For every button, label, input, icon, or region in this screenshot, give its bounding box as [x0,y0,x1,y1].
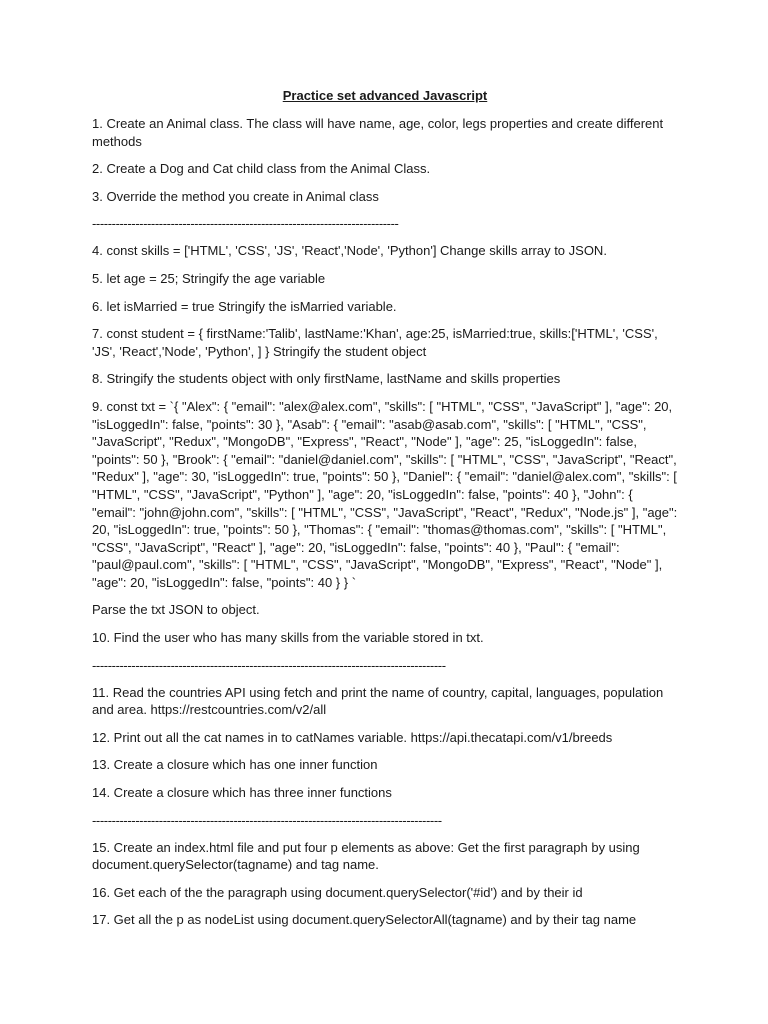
exercise-paragraph: 1. Create an Animal class. The class will have name, age, color, legs properties and create different methods [92,116,664,149]
exercise-paragraph: 5. let age = 25; Stringify the age variable [92,270,326,286]
exercise-paragraph: 14. Create a closure which has three inner functions [92,785,392,801]
page-title: Practice set advanced Javascript [282,88,488,103]
section-divider: ----------------------------------------------------------------------------------------- [92,812,442,828]
exercise-paragraph: 6. let isMarried = true Stringify the isMarried variable. [92,298,397,314]
exercise-paragraph: 2. Create a Dog and Cat child class from the Animal Class. [92,161,431,177]
exercise-paragraph: 12. Print out all the cat names in to catNames variable. https://api.thecatapi.com/v1/breeds [92,729,613,745]
exercise-paragraph: 17. Get all the p as nodeList using document.querySelectorAll(tagname) and by their tag name [92,912,637,928]
exercise-paragraph: 11. Read the countries API using fetch and print the name of country, capital, languages, population and area. https://restcountries.com/v2/all [92,684,664,718]
exercise-paragraph: 15. Create an index.html file and put four p elements as above: Get the first paragraph by using document.querySelector(tagname) and tag name. [92,839,640,873]
section-divider: ------------------------------------------------------------------------------------------ [92,657,446,673]
document-body [92,115,678,929]
exercise-paragraph: Parse the txt JSON to object. [92,602,260,618]
section-divider: ------------------------------------------------------------------------------ [92,216,399,232]
exercise-paragraph: 10. Find the user who has many skills from the variable stored in txt. [92,630,484,646]
exercise-paragraph: 7. const student = { firstName:'Talib', lastName:'Khan', age:25, isMarried:true, skills:['HTML', 'CSS', 'JS', 'React','Node', 'Python', ] } Stringify the student object [92,326,658,359]
exercise-paragraph: 4. const skills = ['HTML', 'CSS', 'JS', 'React','Node', 'Python'] Change skills array to JSON. [92,243,607,259]
exercise-paragraph: 13. Create a closure which has one inner function [92,757,378,773]
exercise-paragraph: 3. Override the method you create in Animal class [92,188,379,204]
exercise-paragraph: 8. Stringify the students object with only firstName, lastName and skills properties [92,371,561,387]
exercise-paragraph: 9. const txt = `{ "Alex": { "email": "alex@alex.com", "skills": [ "HTML", "CSS", "JavaScript" ], "age": 20, "isLoggedIn": false, "points": 30 }, "Asab": { "email": "asab@asab.com", "skills": [ "HTML", "CSS", "JavaScript", "Redux", "MongoDB", "Express", "React", "Node" ], "age": 25, "isLoggedIn": false, "points": 50 }, "Brook": { "email": "daniel@daniel.com", "skills": [ "HTML", "CSS", "JavaScript", "React", "Redux" ], "age": 30, "isLoggedIn": true, "points": 50 }, "Daniel": { "email": "daniel@alex.com", "skills": [ "HTML", "CSS", "JavaScript", "Python" ], "age": 20, "isLoggedIn": false, "points": 40 }, "John": { "email": "john@john.com", "skills": [ "HTML", "CSS", "JavaScript", "React", "Redux", "Node.js" ], "age": 20, "isLoggedIn": true, "points": 50 }, "Thomas": { "email": "thomas@thomas.com", "skills": [ "HTML", "CSS", "JavaScript", "React" ], "age": 20, "isLoggedIn": false, "points": 40 }, "Paul": { "email": "paul@paul.com", "skills": [ "HTML", "CSS", "JavaScript", "MongoDB", "Express", "React", "Node" ], "age": 20, "isLoggedIn": false, "points": 40 } } ` [92,398,678,590]
exercise-paragraph: 16. Get each of the the paragraph using document.querySelector('#id') and by their id [92,884,583,900]
